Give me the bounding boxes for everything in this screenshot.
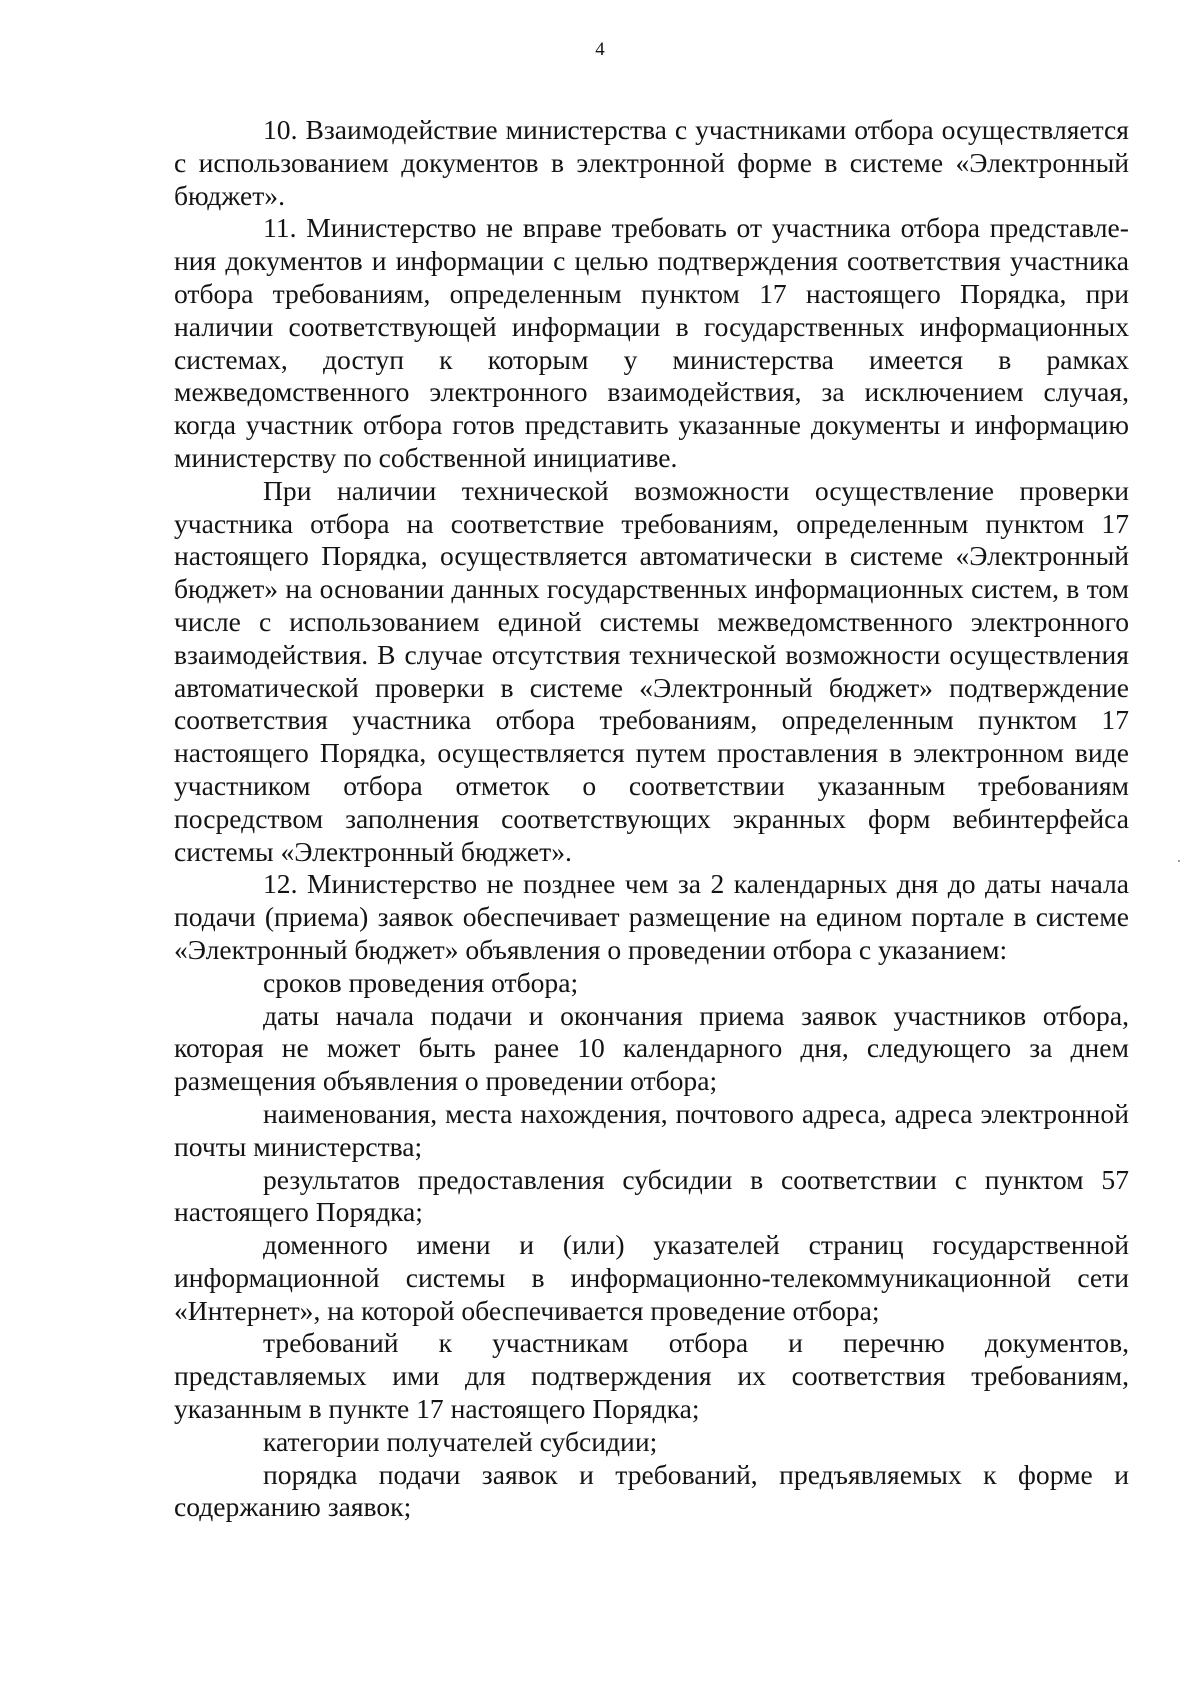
list-item-application-dates: даты начала подачи и окончания приема заявок участников отбора, которая не может быть ранее 10 календарного дня, следующего за днем размещения объявления о проведении отбора; — [174, 999, 1129, 1097]
list-item-subsidy-results: результатов предоставления субсидии в соответствии с пунктом 57 настоящего Порядка; — [174, 1163, 1129, 1228]
document-body — [174, 114, 1129, 1524]
list-item-participant-requirements: требований к участникам отбора и перечню документов, представляемых ими для подтверждения их соответствия требованиям, указанным в пункте 17 настоящего Порядка; — [174, 1327, 1129, 1425]
list-item-ministry-contacts: наименования, места нахождения, почтового адреса, адреса электронной почты министерства; — [174, 1097, 1129, 1162]
scan-artifact-dot — [1178, 860, 1180, 862]
paragraph-automatic-check: При наличии технической возможности осуществление проверки участника отбора на соответствие требованиям, определенным пунктом 17 настоящего Порядка, осуществляется автоматически в системе «Электронный бюджет» на основании данных государственных информационных систем, в том числе с использованием единой системы межведомственного электронного взаимодействия. В случае отсутствия технической возможности осуществления автоматической проверки в системе «Электронный бюджет» подтверждение соответствия участника отбора требованиям, определенным пунктом 17 настоящего Порядка, осуществляется путем проставления в электронном виде участником отбора отметок о соответствии указанным требованиям посредством заполнения соответствующих экранных форм вебинтерфейса системы «Электронный бюджет». — [174, 474, 1129, 867]
list-item-recipient-categories: категории получателей субсидии; — [263, 1425, 658, 1457]
list-item-selection-terms: сроков проведения отбора; — [263, 966, 579, 998]
list-item-application-procedure: порядка подачи заявок и требований, предъявляемых к форме и содержанию заявок; — [174, 1458, 1129, 1523]
paragraph-11-document-requests: 11. Министерство не вправе требовать от участника отбора представления документов и информации с целью подтверждения соответствия участника отбора требованиям, определенным пунктом 17 настоящего Порядка, при наличии соответствующей информации в государственных информационных системах, доступ к которым у министерства имеется в рамках межведомственного электронного взаимодействия, за исключением случая, когда участник отбора готов представить указанные документы и информацию министерству по собственной инициативе. — [174, 212, 1129, 473]
paragraph-12-announcement: 12. Министерство не позднее чем за 2 календарных дня до даты начала подачи (приема) заявок обеспечивает размещение на едином портале в системе «Электронный бюджет» объявления о проведении отбора с указанием: — [174, 868, 1129, 965]
page-number: 4 — [595, 39, 605, 60]
list-item-domain-name: доменного имени и (или) указателей страниц государственной информационной системы в информационно-телекоммуникационной сети «Интернет», на которой обеспечивается проведение отбора; — [174, 1229, 1129, 1326]
paragraph-10-interaction: 10. Взаимодействие министерства с участниками отбора осуществляется с использованием документов в электронной форме в системе «Электронный бюджет». — [174, 114, 1129, 211]
